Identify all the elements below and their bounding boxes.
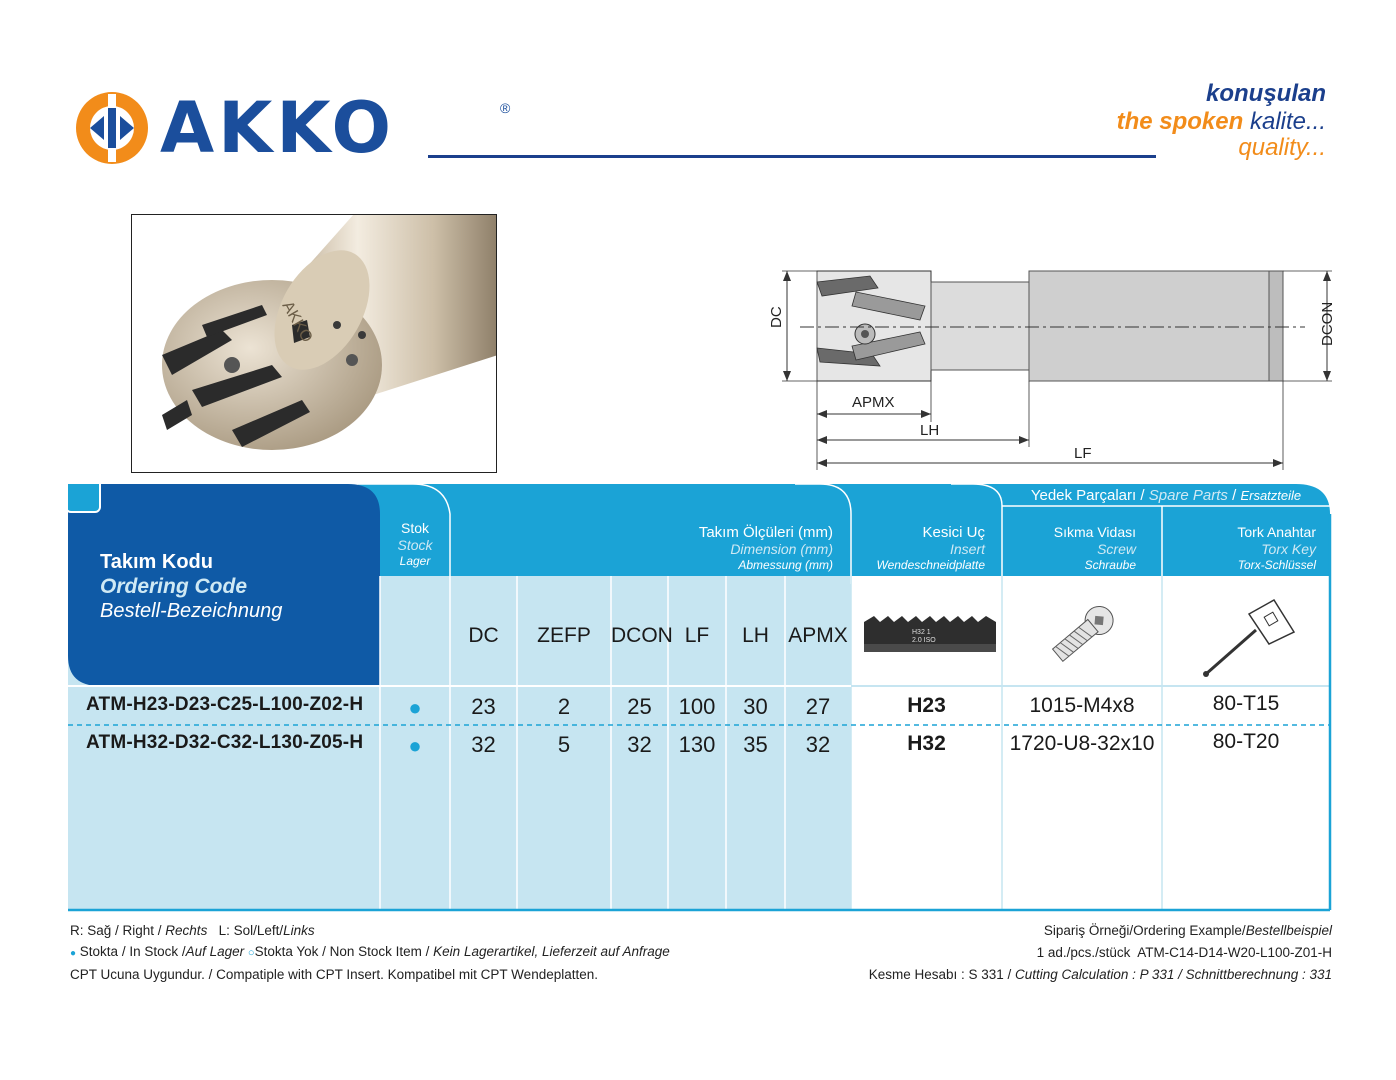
key-en: Torx Key — [1261, 541, 1316, 557]
key-de: Torx-Schlüssel — [1237, 558, 1316, 572]
table-row-2-apmx: 32 — [805, 732, 831, 757]
table-row-2-dc: 32 — [471, 732, 496, 757]
slogan-the-spoken: the spoken — [1116, 108, 1244, 135]
table-row-1-lh: 30 — [743, 694, 768, 719]
table-row-2-insert: H32 — [907, 732, 946, 755]
legend-in-stock-text: Stokta / In Stock / — [76, 944, 186, 959]
legend-right-left — [70, 920, 670, 941]
order-example-label — [869, 920, 1332, 942]
stock-de: Lager — [399, 554, 431, 568]
screw-header — [1002, 524, 1152, 573]
dimensions-tr: Takım Ölçüleri (mm) — [698, 524, 833, 541]
dimensions-en: Dimension (mm) — [730, 541, 833, 557]
akko-logo — [72, 87, 511, 169]
legend-rl-text-2: Rechts — [165, 923, 208, 938]
legend-rl-text-4: Links — [283, 923, 315, 938]
insert-en: Insert — [949, 541, 985, 557]
key-tr: Tork Anahtar — [1237, 524, 1316, 540]
table-row-1-code: ATM-H23-D23-C25-L100-Z02-H — [86, 694, 364, 715]
table-row-2-stock-dot: ● — [408, 733, 422, 758]
torx-key-image — [1194, 592, 1304, 682]
slogan-line-2 — [1117, 110, 1326, 134]
table-row-2-screw: 1720-U8-32x10 — [1009, 732, 1155, 755]
svg-text:2.0 ISO: 2.0 ISO — [912, 637, 936, 644]
legend-rl-text-1: R: Sağ / Right / — [70, 923, 166, 938]
order-example-label-de: Bestellbeispiel — [1245, 923, 1332, 938]
slogan-line-1: konuşulan — [1205, 80, 1326, 107]
ordering-code-de: Bestell-Bezeichnung — [100, 600, 283, 622]
spare-parts-tr: Yedek Parçaları — [1030, 487, 1137, 504]
table-row-1-stock-dot: ● — [408, 695, 422, 720]
key-header — [1162, 524, 1330, 573]
col-apmx: APMX — [788, 624, 848, 647]
dim-dc-label: DC — [768, 306, 785, 328]
dimensions-header — [628, 524, 833, 573]
legend-in-stock-de: Auf Lager — [185, 944, 245, 959]
legend-stock — [70, 941, 670, 964]
spare-parts-de: Ersatzteile — [1240, 488, 1302, 503]
table-row-1-key: 80-T15 — [1212, 692, 1280, 715]
screw-tr: Sıkma Vidası — [1053, 524, 1136, 540]
technical-drawing — [760, 262, 1335, 472]
header-rule — [428, 155, 1156, 158]
spare-parts-header — [1002, 486, 1330, 506]
col-zefp: ZEFP — [537, 624, 591, 647]
col-lf: LF — [684, 624, 710, 647]
table-row-2-lf: 130 — [678, 732, 716, 757]
cutting-calc-it: Cutting Calculation : P 331 / Schnittberechnung : 331 — [1015, 967, 1332, 982]
ordering-code-en: Ordering Code — [100, 575, 248, 598]
ordering-code-header — [100, 550, 282, 623]
slogan-kalite: kalite... — [1249, 108, 1326, 135]
non-stock-dot-icon: ○ — [247, 947, 255, 959]
slogan-line-3: quality... — [1238, 134, 1326, 161]
stock-tr: Stok — [400, 520, 429, 536]
insert-tr: Kesici Uç — [922, 524, 985, 541]
stock-header — [380, 520, 450, 569]
product-table — [68, 484, 1332, 912]
table-row-2-lh: 35 — [743, 732, 768, 757]
dimensions-de: Abmessung (mm) — [738, 558, 833, 572]
table-row-1-lf: 100 — [678, 694, 716, 719]
dim-lf-label: LF — [1074, 445, 1092, 462]
table-row-1-dcon: 25 — [627, 694, 652, 719]
screw-en: Screw — [1097, 541, 1136, 557]
order-example-value: 1 ad./pcs./stück ATM-C14-D14-W20-L100-Z01-H — [1036, 945, 1332, 960]
insert-header — [851, 524, 1001, 573]
table-row-2-zefp: 5 — [557, 732, 571, 757]
akko-wordmark: AKKO — [160, 87, 396, 169]
table-row-1-insert: H23 — [907, 694, 946, 717]
screw-image — [1038, 594, 1128, 674]
product-photo — [131, 214, 497, 473]
slogan — [1117, 82, 1326, 160]
spare-parts-sep2: / — [1232, 487, 1237, 504]
footer-ordering — [869, 920, 1332, 986]
legend-non-stock-text: Stokta Yok / Non Stock Item / — [254, 944, 434, 959]
col-dcon: DCON — [611, 624, 673, 647]
legend-rl-text-3: L: Sol/Left/ — [207, 923, 284, 938]
spare-parts-sep1: / — [1140, 487, 1145, 504]
spare-parts-en: Spare Parts — [1148, 487, 1228, 504]
table-row-1-apmx: 27 — [805, 694, 831, 719]
footer-legend — [70, 920, 670, 985]
dim-lh-label: LH — [920, 422, 940, 439]
screw-de: Schraube — [1084, 558, 1136, 572]
dim-dcon-label: DCON — [1319, 301, 1335, 346]
table-row-2-code: ATM-H32-D32-C32-L130-Z05-H — [86, 732, 364, 753]
ordering-code-tr: Takım Kodu — [100, 551, 213, 573]
svg-text:H32 1: H32 1 — [912, 629, 931, 636]
akko-logo-mark-icon — [72, 88, 152, 168]
registered-mark: ® — [500, 100, 511, 116]
table-row-1-screw: 1015-M4x8 — [1029, 694, 1135, 717]
col-dc: DC — [468, 624, 499, 647]
svg-text:AKKO: AKKO — [278, 298, 316, 346]
table-row-1-zefp: 2 — [557, 694, 571, 719]
cpt-note: CPT Ucuna Uygundur. / Compatiple with CPT Insert. Kompatibel mit CPT Wendeplatten. — [70, 967, 598, 982]
order-example-label-text: Sipariş Örneği/Ordering Example/ — [1043, 923, 1246, 938]
table-row-1-dc: 23 — [471, 694, 496, 719]
insert-de: Wendeschneidplatte — [876, 558, 985, 572]
col-lh: LH — [742, 624, 769, 647]
cutting-calculation — [869, 964, 1332, 986]
insert-image — [860, 614, 1000, 658]
in-stock-dot-icon: ● — [70, 948, 77, 959]
table-row-2-dcon: 32 — [627, 732, 652, 757]
table-row-2-key: 80-T20 — [1212, 730, 1280, 753]
cutting-calc-text: Kesme Hesabı : S 331 / — [868, 967, 1016, 982]
legend-non-stock-de: Kein Lagerartikel, Lieferzeit auf Anfrage — [433, 944, 670, 959]
stock-en: Stock — [397, 537, 433, 553]
dim-apmx-label: APMX — [852, 394, 895, 411]
